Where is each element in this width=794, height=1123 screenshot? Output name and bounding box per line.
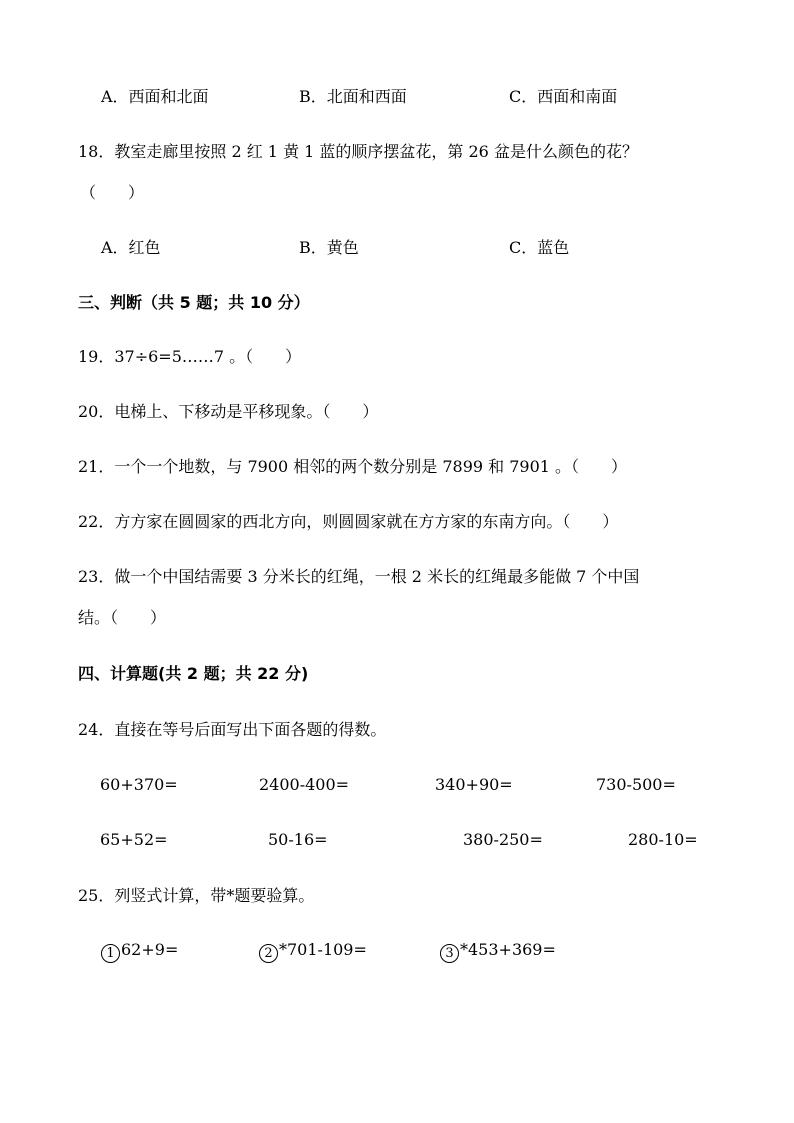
- q20-text: 20．电梯上、下移动是平移现象。（ ）: [78, 402, 379, 421]
- q18-text: 18．教室走廊里按照 2 红 1 黄 1 蓝的顺序摆盆花，第 26 盆是什么颜色的花？: [78, 142, 638, 161]
- q24-text: 24．直接在等号后面写出下面各题的得数。: [78, 720, 387, 739]
- q19-text: 19．37÷6=5……7 。（ ）: [78, 347, 302, 366]
- q21-text: 21．一个一个地数，与 7900 相邻的两个数分别是 7899 和 7901 。（ ）: [78, 457, 628, 476]
- circled-number-1: 1: [101, 944, 120, 963]
- calc-item: 65+52=: [100, 830, 168, 849]
- vertical-calc-expr: 62+9=: [121, 940, 179, 959]
- calc-item: 50-16=: [268, 830, 328, 849]
- calc-item: 60+370=: [100, 775, 178, 794]
- vertical-calc-expr: *453+369=: [460, 940, 556, 959]
- vertical-calc-expr: *701-109=: [279, 940, 367, 959]
- q23-text-cont: 结。（ ）: [78, 608, 167, 627]
- q17-option-c: C．西面和南面: [509, 87, 618, 106]
- calc-item: 380-250=: [463, 830, 543, 849]
- q18-option-c: C．蓝色: [509, 238, 570, 257]
- section4-heading: 四、计算题(共 2 题；共 22 分): [78, 664, 309, 683]
- q18-blank: （ ）: [80, 183, 145, 202]
- q18-option-b: B．黄色: [299, 238, 359, 257]
- q23-text: 23．做一个中国结需要 3 分米长的红绳，一根 2 米长的红绳最多能做 7 个中国: [78, 567, 640, 586]
- vertical-calc-item-1: [101, 940, 178, 963]
- calc-item: 730-500=: [596, 775, 676, 794]
- q25-text: 25．列竖式计算，带*题要验算。: [78, 886, 315, 905]
- vertical-calc-item-2: [259, 940, 367, 963]
- q17-option-b: B．北面和西面: [299, 87, 407, 106]
- circled-number-3: 3: [440, 944, 459, 963]
- section3-heading: 三、判断（共 5 题；共 10 分）: [78, 293, 310, 312]
- q22-text: 22．方方家在圆圆家的西北方向，则圆圆家就在方方家的东南方向。（ ）: [78, 512, 619, 531]
- q18-option-a: A．红色: [101, 238, 161, 257]
- circled-number-2: 2: [259, 944, 278, 963]
- calc-item: 340+90=: [435, 775, 513, 794]
- vertical-calc-item-3: [440, 940, 556, 963]
- q17-option-a: A．西面和北面: [101, 87, 209, 106]
- calc-item: 2400-400=: [259, 775, 350, 794]
- calc-item: 280-10=: [628, 830, 698, 849]
